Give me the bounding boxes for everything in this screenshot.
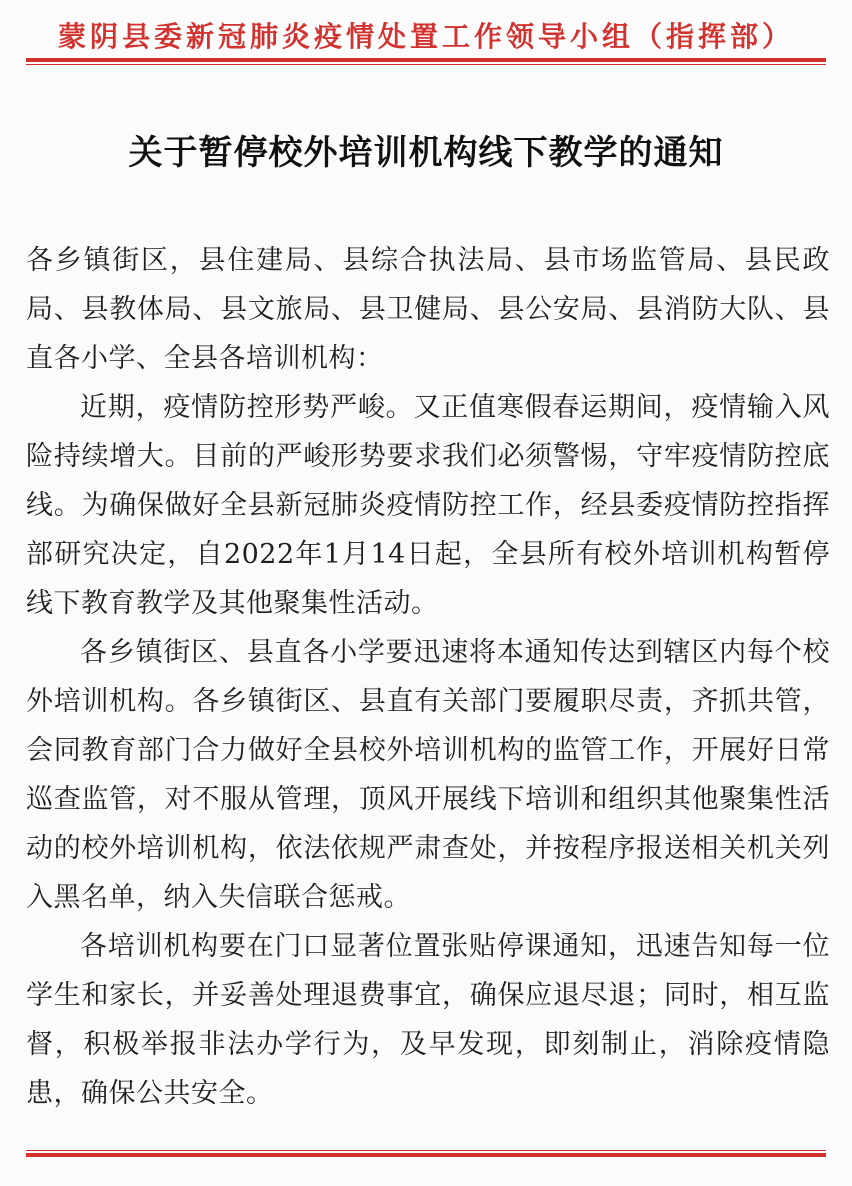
header-rule-thick: [26, 58, 826, 62]
footer-rule-thin: [26, 1150, 826, 1151]
body-paragraph-2: 各乡镇街区、县直各小学要迅速将本通知传达到辖区内每个校外培训机构。各乡镇街区、县直有关部门要履职尽责，齐抓共管，会同教育部门合力做好全县校外培训机构的监管工作，开展好日常巡查监管，对不服从管理，顶风开展线下培训和组织其他聚集性活动的校外培训机构，依法依规严肃查处，并按程序报送相关机关列入黑名单，纳入失信联合惩戒。: [26, 637, 830, 913]
document-body: [26, 236, 830, 1118]
footer-rule-thick: [26, 1153, 826, 1157]
body-paragraph-3: 各培训机构要在门口显著位置张贴停课通知，迅速告知每一位学生和家长，并妥善处理退费事宜，确保应退尽退；同时，相互监督，积极举报非法办学行为，及早发现，即刻制止，消除疫情隐患，确保公共安全。: [26, 931, 830, 1109]
header-rule-thin: [26, 64, 826, 65]
issuer-header: [26, 10, 826, 60]
body-paragraph-1: 近期，疫情防控形势严峻。又正值寒假春运期间，疫情输入风险持续增大。目前的严峻形势要求我们必须警惕，守牢疫情防控底线。为确保做好全县新冠肺炎疫情防控工作，经县委疫情防控指挥部研究决定，自2022年1月14日起，全县所有校外培训机构暂停线下教育教学及其他聚集性活动。: [26, 392, 830, 619]
issuer-name: 蒙阴县委新冠肺炎疫情处置工作领导小组（指挥部）: [57, 20, 794, 53]
addressee: 各乡镇街区，县住建局、县综合执法局、县市场监管局、县民政局、县教体局、县文旅局、县卫健局、县公安局、县消防大队、县直各小学、全县各培训机构：: [26, 245, 830, 374]
document-title: 关于暂停校外培训机构线下教学的通知: [128, 133, 724, 173]
